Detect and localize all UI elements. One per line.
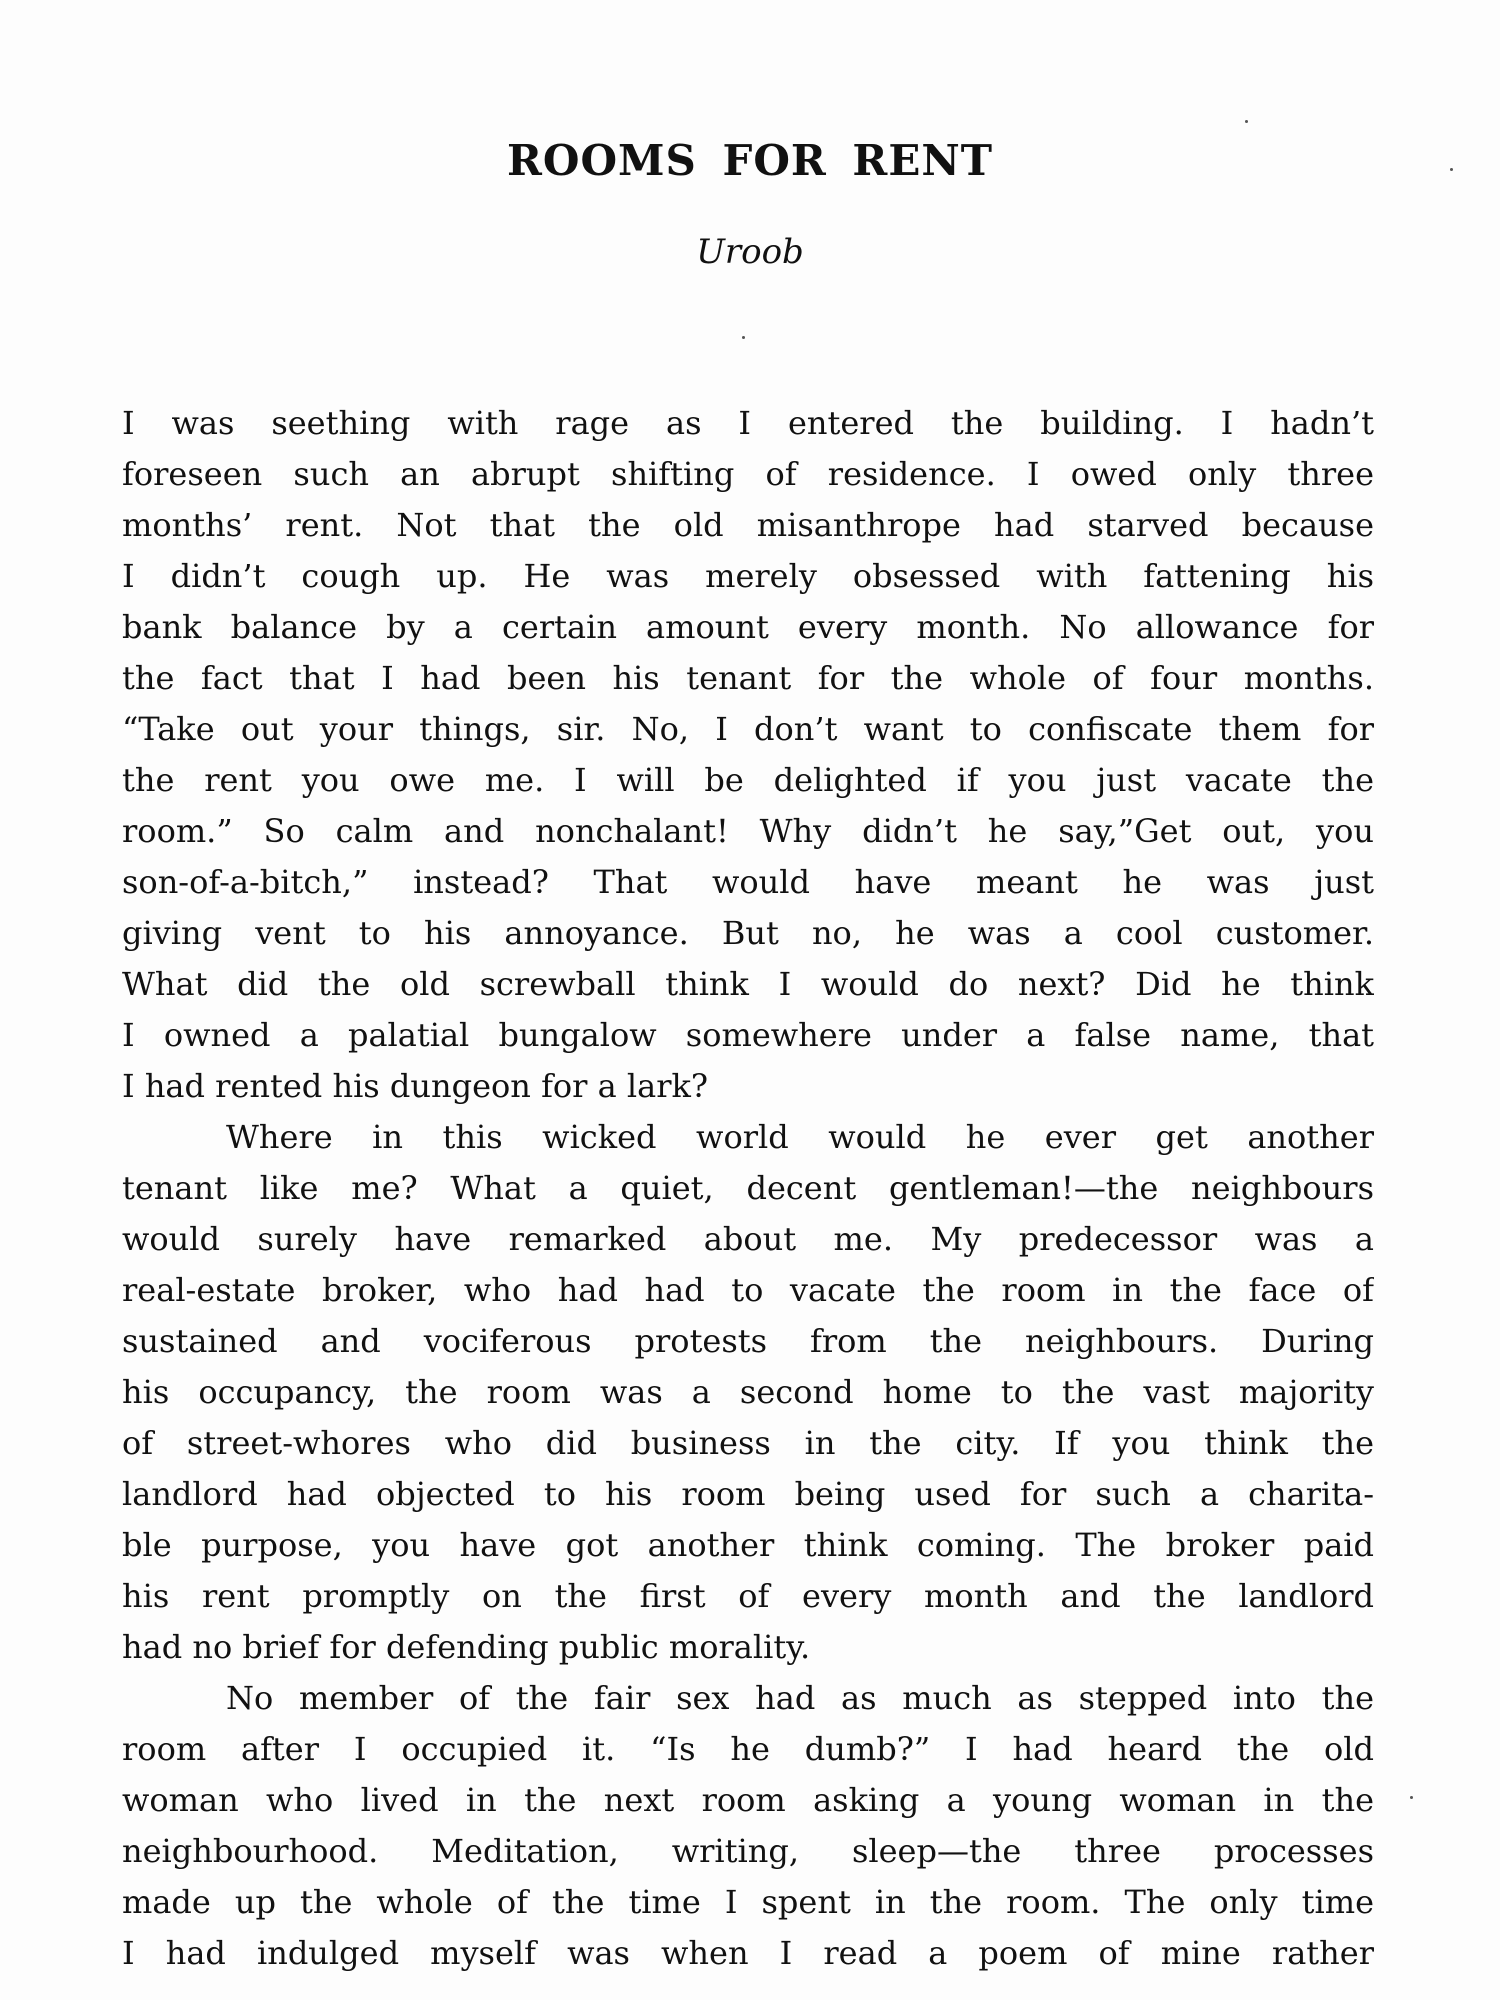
text-line: would surely have remarked about me. My predecessor was a — [122, 1220, 1374, 1258]
text-line: I was seething with rage as I entered the building. I hadn’t — [122, 404, 1374, 442]
text-line: sustained and vociferous protests from the neighbours. During — [122, 1322, 1374, 1360]
text-line: I had indulged myself was when I read a poem of mine rather — [122, 1934, 1374, 1972]
text-line: son-of-a-bitch,” instead? That would have meant he was just — [122, 863, 1374, 901]
text-line: landlord had objected to his room being used for such a charita- — [122, 1475, 1374, 1513]
scan-speck — [1410, 1796, 1413, 1799]
text-line: I had rented his dungeon for a lark? — [122, 1067, 709, 1105]
text-line: “Take out your things, sir. No, I don’t want to confiscate them for — [122, 710, 1374, 748]
text-line: What did the old screwball think I would do next? Did he think — [122, 965, 1374, 1003]
text-line: Where in this wicked world would he ever get another — [226, 1118, 1374, 1156]
story-title: ROOMS FOR RENT — [506, 136, 993, 185]
text-line: woman who lived in the next room asking a young woman in the — [122, 1781, 1374, 1819]
text-line: of street-whores who did business in the city. If you think the — [122, 1424, 1374, 1462]
text-line: room after I occupied it. “Is he dumb?” I had heard the old — [122, 1730, 1374, 1768]
text-line: ble purpose, you have got another think coming. The broker paid — [122, 1526, 1374, 1564]
text-line: real-estate broker, who had had to vacate the room in the face of — [122, 1271, 1374, 1309]
text-line: made up the whole of the time I spent in the room. The only time — [122, 1883, 1374, 1921]
text-line: I owned a palatial bungalow somewhere under a false name, that — [122, 1016, 1374, 1054]
text-line: neighbourhood. Meditation, writing, sleep—the three processes — [122, 1832, 1374, 1870]
text-line: foreseen such an abrupt shifting of residence. I owed only three — [122, 455, 1374, 493]
text-line: giving vent to his annoyance. But no, he was a cool customer. — [122, 914, 1374, 952]
story-body — [122, 398, 1374, 1979]
paragraph — [122, 1673, 1374, 1979]
author-name: Uroob — [696, 232, 804, 272]
scan-speck — [1245, 120, 1248, 123]
text-line: his occupancy, the room was a second home to the vast majority — [122, 1373, 1374, 1411]
scan-speck — [1450, 168, 1453, 171]
text-line: bank balance by a certain amount every month. No allowance for — [122, 608, 1374, 646]
text-line: his rent promptly on the first of every month and the landlord — [122, 1577, 1374, 1615]
scan-speck — [742, 336, 745, 339]
text-line: the rent you owe me. I will be delighted if you just vacate the — [122, 761, 1374, 799]
paragraph — [122, 1112, 1374, 1673]
text-line: room.” So calm and nonchalant! Why didn’t he say,”Get out, you — [122, 812, 1374, 850]
text-line: I didn’t cough up. He was merely obsessed with fattening his — [122, 557, 1374, 595]
text-line: tenant like me? What a quiet, decent gentleman!—the neighbours — [122, 1169, 1374, 1207]
paragraph — [122, 398, 1374, 1112]
text-line: had no brief for defending public morality. — [122, 1628, 811, 1666]
text-line: months’ rent. Not that the old misanthrope had starved because — [122, 506, 1374, 544]
text-line: the fact that I had been his tenant for the whole of four months. — [122, 659, 1374, 697]
text-line: No member of the fair sex had as much as stepped into the — [226, 1679, 1374, 1717]
